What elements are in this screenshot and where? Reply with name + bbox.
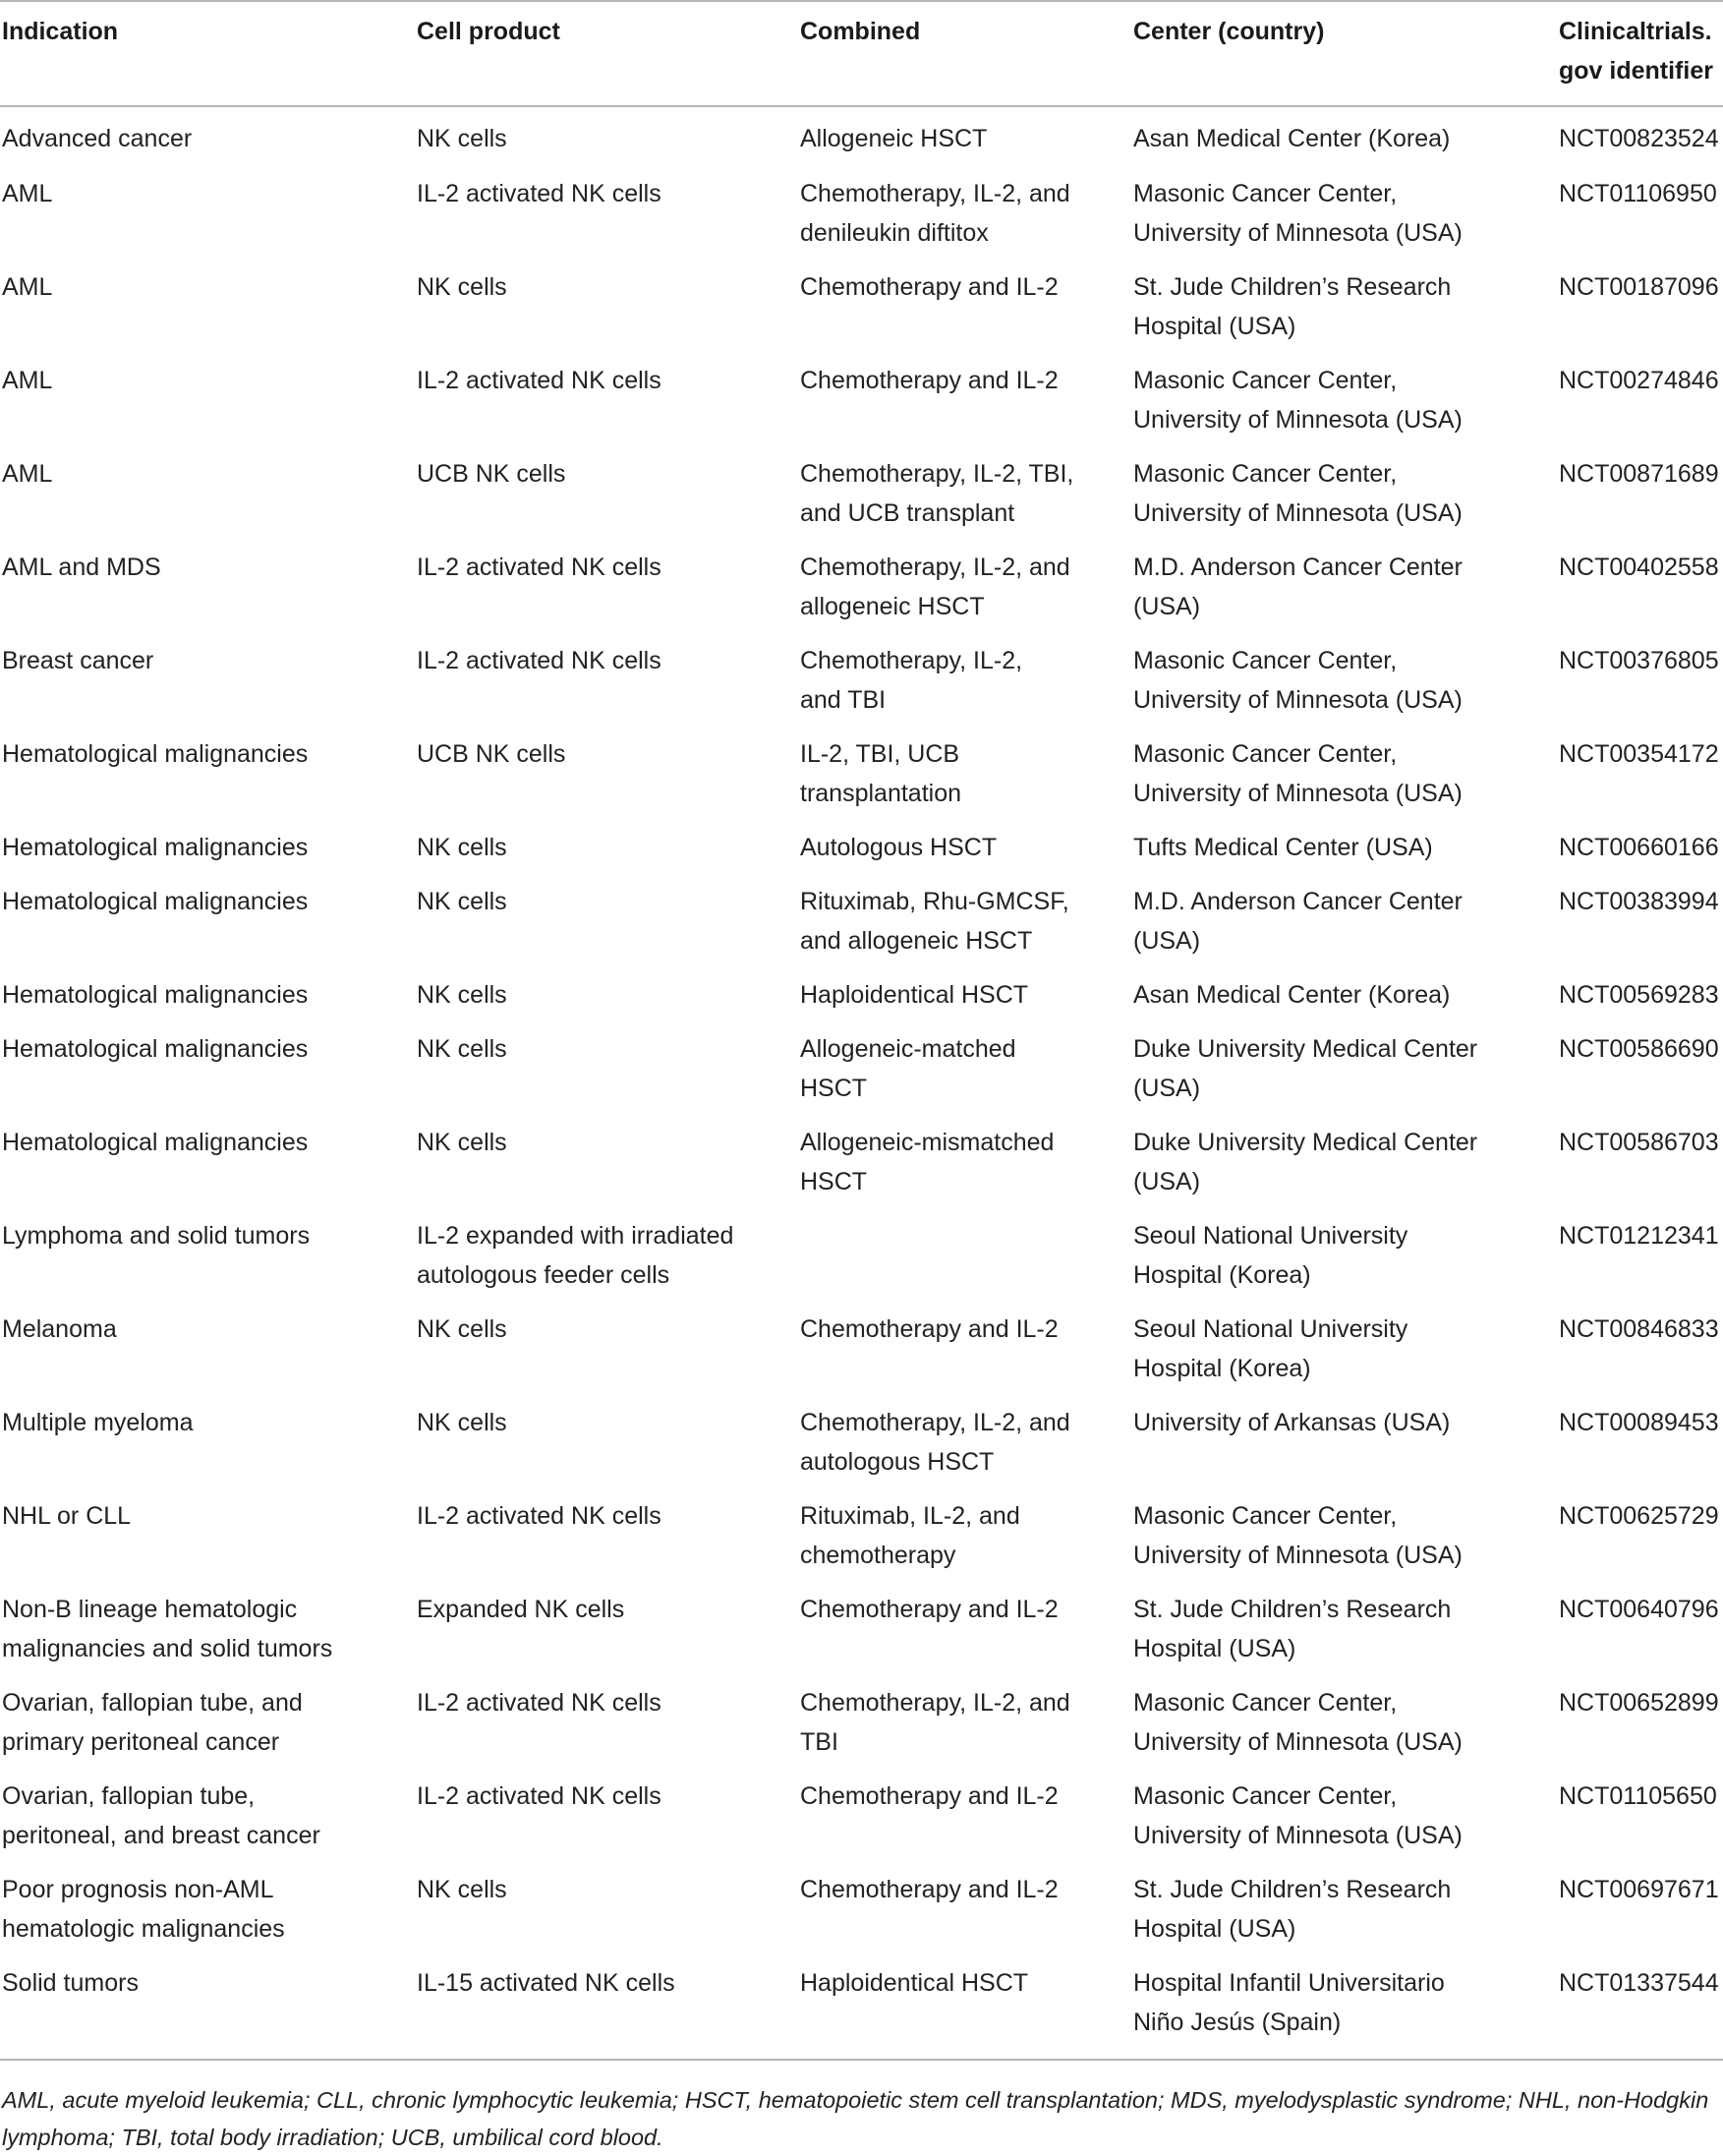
cell-combined: Rituximab, IL-2, and chemotherapy [800, 1502, 1020, 1569]
cell-indication: Ovarian, fallopian tube, peritoneal, and breast cancer [2, 1782, 320, 1849]
cell-center-country: Masonic Cancer Center, University of Minnesota (USA) [1133, 1782, 1463, 1849]
cell-combined: Chemotherapy and IL-2 [800, 367, 1059, 394]
cell-center-country: Masonic Cancer Center, University of Minnesota (USA) [1133, 180, 1463, 247]
cell-indication: Breast cancer [2, 647, 154, 674]
cell-indication: AML and MDS [2, 554, 161, 581]
cell-combined: Chemotherapy, IL-2, and denileukin diftitox [800, 180, 1070, 247]
cell-center-country: Masonic Cancer Center, University of Minnesota (USA) [1133, 1502, 1463, 1569]
cell-identifier: NCT00625729 [1559, 1502, 1719, 1530]
cell-indication: Hematological malignancies [2, 834, 309, 861]
cell-combined: Haploidentical HSCT [800, 981, 1029, 1009]
header-cell-product: Cell product [417, 18, 560, 45]
cell-cell-product: NK cells [417, 981, 507, 1009]
cell-center-country: St. Jude Children’s Research Hospital (USA) [1133, 1596, 1452, 1662]
cell-center-country: Duke University Medical Center (USA) [1133, 1035, 1478, 1102]
cell-identifier: NCT00660166 [1559, 834, 1719, 861]
cell-identifier: NCT00652899 [1559, 1689, 1719, 1717]
cell-identifier: NCT00586703 [1559, 1129, 1719, 1156]
cell-combined: Allogeneic HSCT [800, 125, 988, 152]
cell-cell-product: NK cells [417, 125, 507, 152]
cell-combined: Chemotherapy and IL-2 [800, 1876, 1059, 1903]
cell-center-country: Masonic Cancer Center, University of Minnesota (USA) [1133, 1689, 1463, 1756]
cell-center-country: St. Jude Children’s Research Hospital (USA) [1133, 1876, 1452, 1943]
cell-cell-product: IL-2 activated NK cells [417, 647, 661, 674]
cell-cell-product: IL-2 activated NK cells [417, 554, 661, 581]
table-footnote: AML, acute myeloid leukemia; CLL, chronic lymphocytic leukemia; HSCT, hematopoietic stem cell transplantation; MDS, myelodysplastic syndrome; NHL, non-Hodgkin lymphoma; TBI, total body irradiation; UCB, umbilical cord blood. [2, 2087, 1709, 2150]
cell-indication: Lymphoma and solid tumors [2, 1222, 311, 1250]
bottom-rule [0, 2059, 1723, 2061]
cell-cell-product: NK cells [417, 1876, 507, 1903]
cell-cell-product: UCB NK cells [417, 460, 566, 488]
cell-combined: Chemotherapy and IL-2 [800, 1782, 1059, 1810]
cell-cell-product: NK cells [417, 1035, 507, 1063]
cell-identifier: NCT00823524 [1559, 125, 1719, 152]
cell-identifier: NCT00640796 [1559, 1596, 1719, 1623]
cell-indication: AML [2, 367, 53, 394]
cell-indication: Hematological malignancies [2, 888, 309, 915]
cell-combined: Allogeneic-matched HSCT [800, 1035, 1016, 1102]
cell-identifier: NCT00187096 [1559, 273, 1719, 301]
cell-identifier: NCT01337544 [1559, 1969, 1719, 1997]
cell-combined: Chemotherapy, IL-2, and allogeneic HSCT [800, 554, 1070, 620]
header-identifier: Clinicaltrials. gov identifier [1559, 18, 1713, 85]
cell-indication: Hematological malignancies [2, 1035, 309, 1063]
cell-identifier: NCT00569283 [1559, 981, 1719, 1009]
cell-identifier: NCT00089453 [1559, 1409, 1719, 1436]
cell-indication: Hematological malignancies [2, 1129, 309, 1156]
cell-indication: Melanoma [2, 1315, 117, 1343]
header-indication: Indication [2, 18, 119, 45]
cell-indication: AML [2, 273, 53, 301]
cell-indication: Advanced cancer [2, 125, 193, 152]
cell-identifier: NCT00586690 [1559, 1035, 1719, 1063]
cell-cell-product: NK cells [417, 273, 507, 301]
cell-cell-product: UCB NK cells [417, 740, 566, 768]
cell-cell-product: IL-2 activated NK cells [417, 367, 661, 394]
cell-indication: Ovarian, fallopian tube, and primary peritoneal cancer [2, 1689, 303, 1756]
cell-combined: Haploidentical HSCT [800, 1969, 1029, 1997]
cell-identifier: NCT00383994 [1559, 888, 1719, 915]
cell-center-country: M.D. Anderson Cancer Center (USA) [1133, 554, 1463, 620]
cell-center-country: Duke University Medical Center (USA) [1133, 1129, 1478, 1195]
cell-indication: Poor prognosis non-AML hematologic malignancies [2, 1876, 285, 1943]
cell-identifier: NCT00274846 [1559, 367, 1719, 394]
cell-identifier: NCT01212341 [1559, 1222, 1719, 1250]
cell-cell-product: NK cells [417, 1129, 507, 1156]
cell-cell-product: IL-2 activated NK cells [417, 180, 661, 207]
cell-identifier: NCT00846833 [1559, 1315, 1719, 1343]
top-rule [0, 0, 1723, 2]
cell-cell-product: Expanded NK cells [417, 1596, 625, 1623]
cell-indication: Non-B lineage hematologic malignancies and solid tumors [2, 1596, 333, 1662]
cell-cell-product: NK cells [417, 1315, 507, 1343]
header-combined: Combined [800, 18, 921, 45]
cell-cell-product: NK cells [417, 834, 507, 861]
cell-combined: IL-2, TBI, UCB transplantation [800, 740, 962, 807]
cell-center-country: Masonic Cancer Center, University of Minnesota (USA) [1133, 460, 1463, 527]
cell-identifier: NCT01105650 [1559, 1782, 1717, 1810]
cell-combined: Chemotherapy and IL-2 [800, 273, 1059, 301]
cell-combined: Chemotherapy and IL-2 [800, 1596, 1059, 1623]
cell-identifier: NCT00354172 [1559, 740, 1719, 768]
cell-indication: Hematological malignancies [2, 981, 309, 1009]
cell-center-country: St. Jude Children’s Research Hospital (USA) [1133, 273, 1452, 340]
cell-cell-product: IL-2 expanded with irradiated autologous feeder cells [417, 1222, 734, 1289]
cell-combined: Rituximab, Rhu-GMCSF, and allogeneic HSCT [800, 888, 1069, 955]
cell-center-country: Tufts Medical Center (USA) [1133, 834, 1433, 861]
cell-combined: Chemotherapy and IL-2 [800, 1315, 1059, 1343]
cell-center-country: Seoul National University Hospital (Korea) [1133, 1222, 1408, 1289]
cell-center-country: Masonic Cancer Center, University of Minnesota (USA) [1133, 740, 1463, 807]
cell-identifier: NCT00697671 [1559, 1876, 1719, 1903]
cell-center-country: M.D. Anderson Cancer Center (USA) [1133, 888, 1463, 955]
cell-cell-product: NK cells [417, 1409, 507, 1436]
cell-indication: Hematological malignancies [2, 740, 309, 768]
cell-combined: Chemotherapy, IL-2, TBI, and UCB transplant [800, 460, 1074, 527]
cell-identifier: NCT01106950 [1559, 180, 1717, 207]
cell-combined: Autologous HSCT [800, 834, 998, 861]
cell-combined: Allogeneic-mismatched HSCT [800, 1129, 1055, 1195]
cell-center-country: Asan Medical Center (Korea) [1133, 981, 1451, 1009]
cell-center-country: Masonic Cancer Center, University of Minnesota (USA) [1133, 647, 1463, 714]
cell-cell-product: IL-2 activated NK cells [417, 1502, 661, 1530]
cell-combined: Chemotherapy, IL-2, and TBI [800, 1689, 1070, 1756]
cell-center-country: Hospital Infantil Universitario Niño Jesús (Spain) [1133, 1969, 1445, 2036]
cell-identifier: NCT00376805 [1559, 647, 1719, 674]
header-center-country: Center (country) [1133, 18, 1325, 45]
cell-cell-product: IL-2 activated NK cells [417, 1689, 661, 1717]
cell-combined: Chemotherapy, IL-2, and TBI [800, 647, 1023, 714]
cell-indication: AML [2, 460, 53, 488]
cell-center-country: Asan Medical Center (Korea) [1133, 125, 1451, 152]
cell-indication: AML [2, 180, 53, 207]
header-rule [0, 105, 1723, 107]
cell-cell-product: IL-2 activated NK cells [417, 1782, 661, 1810]
cell-cell-product: IL-15 activated NK cells [417, 1969, 675, 1997]
cell-indication: Solid tumors [2, 1969, 139, 1997]
cell-center-country: University of Arkansas (USA) [1133, 1409, 1451, 1436]
cell-cell-product: NK cells [417, 888, 507, 915]
cell-center-country: Seoul National University Hospital (Korea) [1133, 1315, 1408, 1382]
cell-indication: NHL or CLL [2, 1502, 132, 1530]
cell-indication: Multiple myeloma [2, 1409, 194, 1436]
cell-center-country: Masonic Cancer Center, University of Minnesota (USA) [1133, 367, 1463, 434]
cell-identifier: NCT00402558 [1559, 554, 1719, 581]
cell-identifier: NCT00871689 [1559, 460, 1719, 488]
cell-combined: Chemotherapy, IL-2, and autologous HSCT [800, 1409, 1070, 1476]
